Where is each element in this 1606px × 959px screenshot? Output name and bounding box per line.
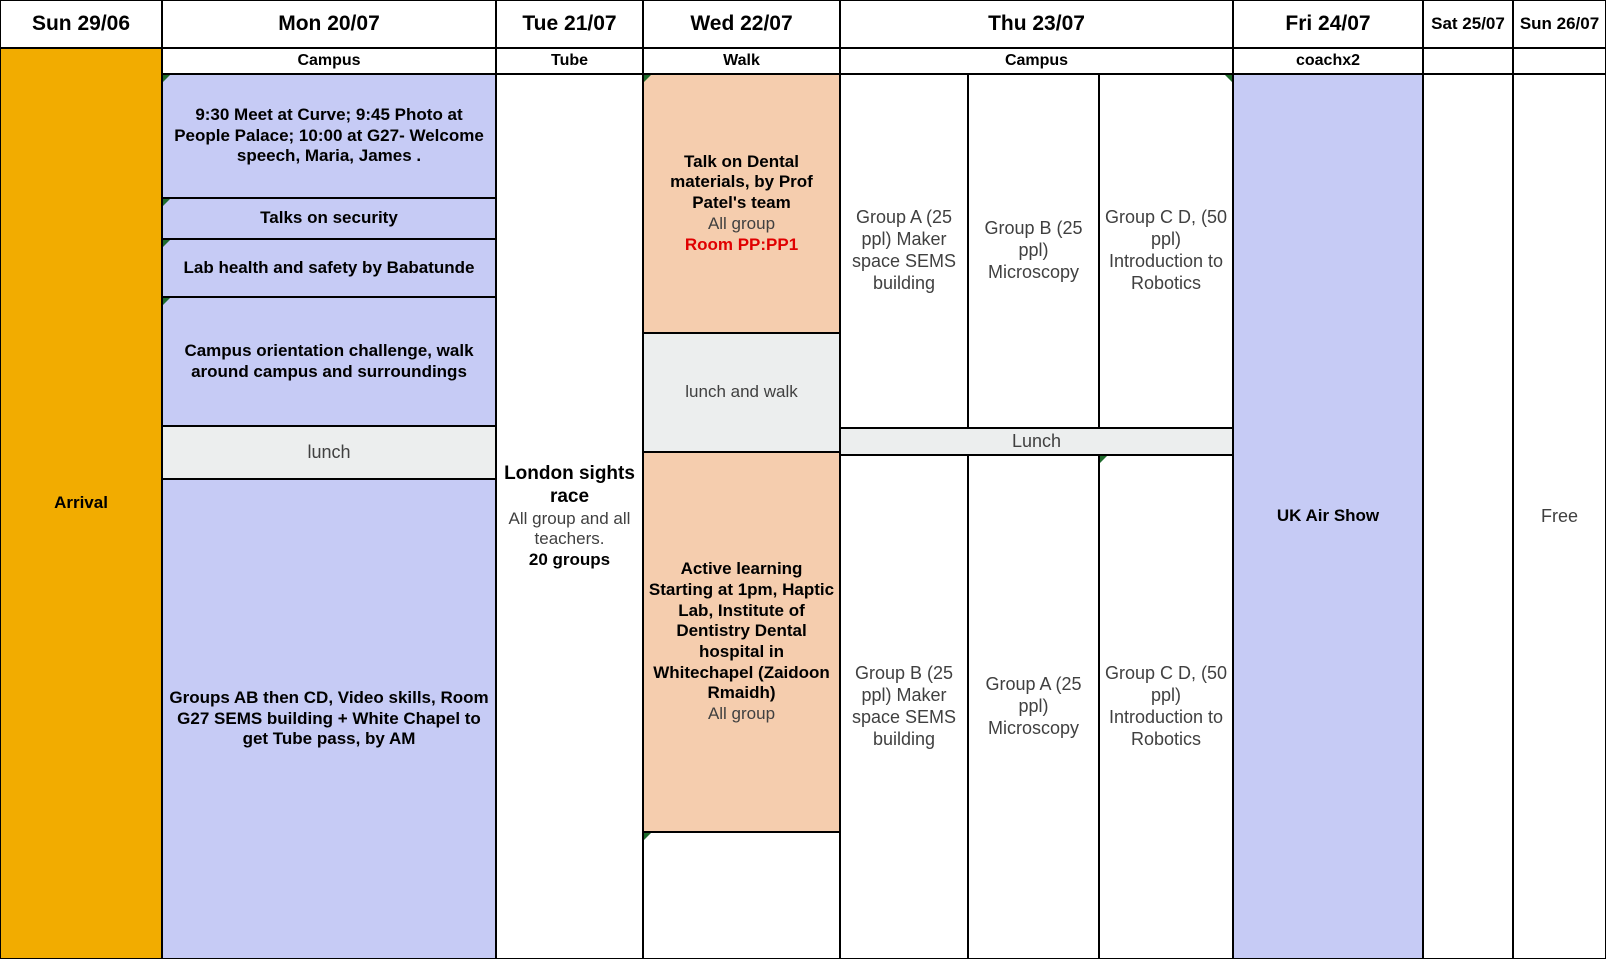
cell-thu-am-group-b: Group B (25 ppl) Microscopy bbox=[968, 74, 1099, 428]
cell-mon-security: Talks on security bbox=[162, 198, 496, 239]
cell-wed-lunch-walk: lunch and walk bbox=[643, 333, 840, 452]
day-header-sun-26-07: Sun 26/07 bbox=[1513, 0, 1606, 48]
day-header-mon-20-07: Mon 20/07 bbox=[162, 0, 496, 48]
tue-title: London sights race bbox=[504, 463, 635, 508]
cell-tue-london-race bbox=[496, 74, 643, 959]
day-header-sun-29-06: Sun 29/06 bbox=[0, 0, 162, 48]
mode-header-thu: Campus bbox=[840, 48, 1233, 74]
cell-sun26-free: Free bbox=[1513, 74, 1606, 959]
cell-sun-arrival: Arrival bbox=[0, 48, 162, 959]
day-header-wed-22-07: Wed 22/07 bbox=[643, 0, 840, 48]
mode-header-tue: Tube bbox=[496, 48, 643, 74]
day-header-thu-23-07: Thu 23/07 bbox=[840, 0, 1233, 48]
wed-talk-title: Talk on Dental materials, by Prof Patel's team bbox=[670, 151, 813, 213]
cell-mon-orientation: Campus orientation challenge, walk around campus and surroundings bbox=[162, 297, 496, 426]
mode-header-mon: Campus bbox=[162, 48, 496, 74]
wed-active-title: Active learning Starting at 1pm, Haptic Lab, Institute of Dentistry Dental hospital in Whitechapel (Zaidoon Rmaidh) bbox=[648, 559, 835, 703]
cell-mon-lab-safety: Lab health and safety by Babatunde bbox=[162, 239, 496, 297]
cell-thu-pm-group-a: Group A (25 ppl) Microscopy bbox=[968, 455, 1099, 959]
tue-groups: 20 groups bbox=[528, 550, 611, 570]
wed-talk-room: Room PP:PP1 bbox=[684, 234, 799, 254]
cell-thu-am-group-a: Group A (25 ppl) Maker space SEMS building bbox=[840, 74, 968, 428]
mode-header-sun26 bbox=[1513, 48, 1606, 74]
wed-active-group: All group bbox=[707, 704, 776, 724]
cell-wed-active-learning bbox=[643, 452, 840, 832]
tue-subtitle: All group and all teachers. bbox=[508, 508, 631, 549]
mode-header-wed: Walk bbox=[643, 48, 840, 74]
cell-wed-dental-talk bbox=[643, 74, 840, 333]
cell-mon-lunch: lunch bbox=[162, 426, 496, 479]
cell-thu-pm-group-cd: Group C D, (50 ppl) Introduction to Robotics bbox=[1099, 455, 1233, 959]
mode-header-sat bbox=[1423, 48, 1513, 74]
day-header-fri-24-07: Fri 24/07 bbox=[1233, 0, 1423, 48]
cell-mon-video-skills: Groups AB then CD, Video skills, Room G27 SEMS building + White Chapel to get Tube pass, by AM bbox=[162, 479, 496, 959]
cell-wed-empty bbox=[643, 832, 840, 959]
cell-mon-welcome: 9:30 Meet at Curve; 9:45 Photo at People Palace; 10:00 at G27- Welcome speech, Maria, James . bbox=[162, 74, 496, 198]
wed-talk-group: All group bbox=[707, 213, 776, 233]
cell-thu-pm-group-b: Group B (25 ppl) Maker space SEMS building bbox=[840, 455, 968, 959]
cell-thu-am-group-cd: Group C D, (50 ppl) Introduction to Robotics bbox=[1099, 74, 1233, 428]
cell-sat-empty bbox=[1423, 74, 1513, 959]
day-header-sat-25-07: Sat 25/07 bbox=[1423, 0, 1513, 48]
cell-thu-lunch: Lunch bbox=[840, 428, 1233, 455]
day-header-tue-21-07: Tue 21/07 bbox=[496, 0, 643, 48]
mode-header-fri: coachx2 bbox=[1233, 48, 1423, 74]
cell-fri-air-show: UK Air Show bbox=[1233, 74, 1423, 959]
